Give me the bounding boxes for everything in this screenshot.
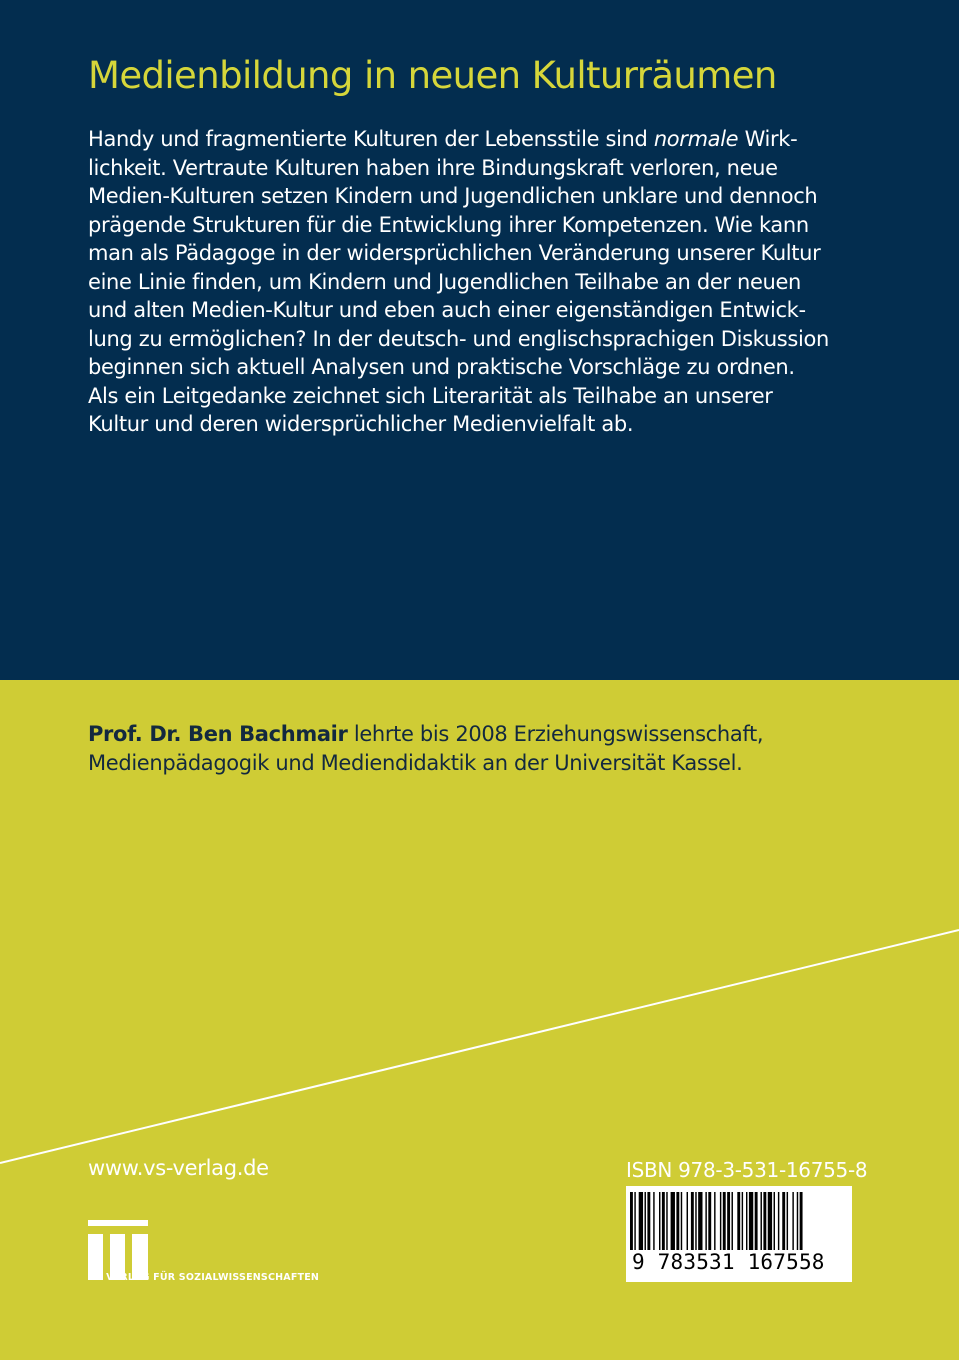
barcode (626, 1186, 852, 1282)
blurb-text (88, 125, 888, 439)
barcode-digits: 9 783531 167558 (632, 1250, 825, 1274)
blurb-line: und alten Medien-Kultur und eben auch einer eigenständigen Entwick- (88, 298, 806, 322)
blurb-line: lung zu ermöglichen? In der deutsch- und englischsprachigen Diskussion (88, 326, 829, 351)
author-bio (88, 720, 908, 778)
blurb-line: Als ein Leitgedanke zeichnet sich Literarität als Teilhabe an unserer (88, 383, 773, 408)
barcode-bars-icon (630, 1192, 848, 1252)
blurb-line: Medien-Kulturen setzen Kindern und Jugendlichen unklare und dennoch (88, 184, 818, 208)
book-title: Medienbildung in neuen Kulturräumen (88, 54, 777, 97)
website-link[interactable]: www.vs-verlag.de (88, 1156, 269, 1180)
diagonal-line (0, 920, 959, 1170)
publisher-name: VS VERLAG FÜR SOZIALWISSENSCHAFTEN (88, 1272, 320, 1283)
isbn-text: ISBN 978-3-531-16755-8 (626, 1158, 868, 1182)
author-name: Prof. Dr. Ben Bachmair (88, 722, 348, 746)
blurb-line: man als Pädagoge in der widersprüchlichen Veränderung unserer Kultur (88, 241, 821, 265)
author-bio-line: Medienpädagogik und Mediendidaktik an der Universität Kassel. (88, 751, 743, 775)
blurb-line: beginnen sich aktuell Analysen und praktische Vorschläge zu ordnen. (88, 355, 795, 379)
blurb-line: Kultur und deren widersprüchlicher Medienvielfalt ab. (88, 412, 634, 436)
blurb-line: lichkeit. Vertraute Kulturen haben ihre Bindungskraft verloren, neue (88, 155, 778, 180)
blurb-line: Handy und fragmentierte Kulturen der Lebensstile sind normale Wirk- (88, 127, 798, 151)
blurb-line: prägende Strukturen für die Entwicklung ihrer Kompetenzen. Wie kann (88, 212, 809, 237)
author-bio-line: Prof. Dr. Ben Bachmair lehrte bis 2008 Erziehungswissenschaft, (88, 722, 764, 746)
blurb-line: eine Linie finden, um Kindern und Jugendlichen Teilhabe an der neuen (88, 269, 802, 294)
